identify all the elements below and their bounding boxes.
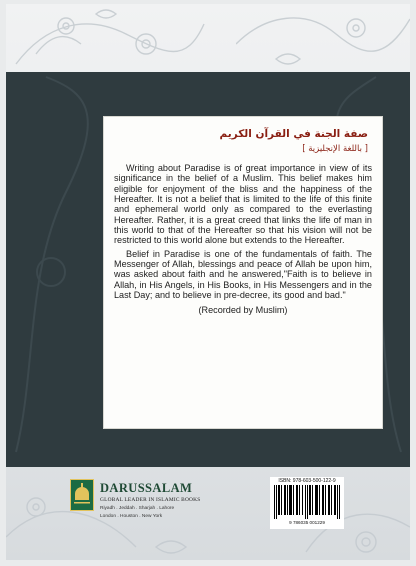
barcode-block: [270, 477, 344, 529]
barcode-number: 9 786035 001229: [289, 520, 325, 525]
isbn-text: ISBN: 978-603-500-122-9: [278, 478, 336, 484]
publisher-logo: [70, 479, 94, 511]
mosque-logo-icon: [71, 480, 93, 510]
floral-ornament-bottom: [6, 467, 410, 560]
text-panel: [104, 117, 382, 428]
blurb-text: [114, 163, 372, 316]
arabic-subtitle: [ باللغة الإنجليزية ]: [302, 144, 368, 154]
floral-ornament-top-left: [6, 4, 206, 72]
publisher-name: DARUSSALAM: [100, 481, 193, 495]
publisher-cities-line2: London . Houston . New York: [100, 514, 163, 519]
book-back-cover: [6, 4, 410, 560]
floral-ornament-top-right: [236, 4, 410, 72]
paragraph-1: Writing about Paradise is of great importance in view of its significance in the belief of a Muslim. This belief makes him eligible for enjoyment of the bliss and the happiness of the Hereafter. It is not a belief that is limited to the life of this finite and ephemeral world only as compared to the everlasting Hereafter. Rather, it is a great creed that links the life of man in this world to that of the Hereafter so that his vision will not be restricted to this world alone but extends to the Hereafter.: [114, 163, 372, 246]
paragraph-2: Belief in Paradise is one of the fundamentals of faith. The Messenger of Allah, blessings and peace of Allah be upon him, was asked about faith and he answered,"Faith is to believe in Allah, in His Angels, in His Books, in His Messengers and in the Last Day; and to believe in pre-decree, its good and bad.": [114, 248, 372, 301]
publisher-cities-line1: Riyadh . Jeddah . Sharjah . Lahore: [100, 506, 175, 511]
citation: (Recorded by Muslim): [198, 305, 288, 316]
publisher-tagline: GLOBAL LEADER IN ISLAMIC BOOKS: [100, 497, 201, 503]
barcode-icon: [274, 485, 340, 519]
arabic-title: صفة الجنة في القرآن الكريم: [219, 128, 368, 140]
